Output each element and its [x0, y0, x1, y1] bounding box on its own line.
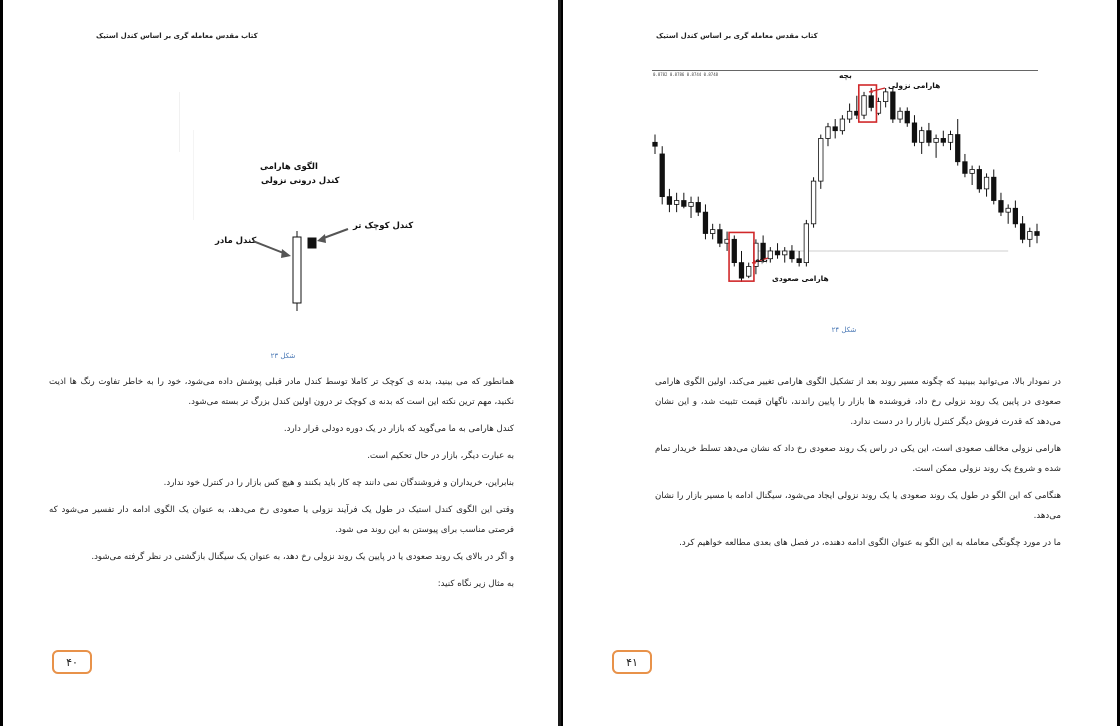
body-text	[655, 372, 1061, 560]
bearish-candle	[739, 263, 743, 279]
bullish-candle	[689, 202, 693, 206]
bullish-candle	[948, 135, 952, 143]
bullish-candle	[811, 181, 815, 224]
label-mother-candle: کندل مادر	[215, 236, 257, 246]
bearish-candle	[833, 127, 837, 131]
figure-title-inside-bearish: کندل درونی نزولی	[261, 176, 340, 186]
bullish-candle	[984, 177, 988, 189]
candlestick-chart	[563, 0, 1120, 320]
bearish-candle	[912, 123, 916, 142]
bullish-candle	[1006, 208, 1010, 212]
bearish-candle	[660, 154, 664, 197]
bearish-candle	[891, 92, 895, 119]
label-bottom-baby: بچه	[755, 255, 768, 264]
figure-title-harami: الگوی هارامی	[260, 162, 318, 172]
bearish-candle	[703, 212, 707, 233]
bullish-candle	[847, 111, 851, 119]
bullish-candle	[674, 201, 678, 205]
bullish-candle	[826, 127, 830, 139]
bearish-candle	[941, 138, 945, 142]
page-number: ۴۱	[612, 650, 652, 674]
paragraph: به عبارت دیگر، بازار در حال تحکیم است.	[367, 451, 514, 461]
paragraph: به مثال زیر نگاه کنید:	[437, 579, 514, 589]
bearish-candle	[797, 259, 801, 263]
paragraph: کندل هارامی به ما می‌گوید که بازار در یک دوره دودلی قرار دارد.	[283, 424, 514, 434]
bearish-candle	[955, 135, 959, 162]
bearish-candle	[653, 142, 657, 146]
paragraph: هنگامی که این الگو در طول یک روند صعودی یا یک روند نزولی ایجاد می‌شود، سیگنال ادامه با مسیر بازار را نشان می‌دهد.	[655, 491, 1061, 521]
label-smaller-candle: کندل کوچک تر	[353, 221, 414, 231]
figure-caption: شکل ۲۳	[270, 352, 296, 360]
bearish-candle	[718, 230, 722, 244]
paragraph: وقتی این الگوی کندل استیک در طول یک فرآیند نزولی یا صعودی رخ می‌دهد، به عنوان یک الگوی ادامه دار تفسیر می‌شود که فرصتی مناسب برای پیوستن به این روند می شود.	[49, 505, 514, 535]
figure-caption: شکل ۲۴	[831, 326, 857, 334]
bearish-candle	[1013, 208, 1017, 224]
harami-figure	[3, 0, 560, 360]
bearish-candle	[992, 177, 996, 200]
bearish-candle	[667, 197, 671, 205]
bullish-candle	[883, 92, 887, 102]
paragraph: بنابراین، خریداران و فروشندگان نمی دانند چه کار باید بکنند و هیچ کس بازار را در کنترل خود ندارد.	[163, 478, 514, 488]
bullish-candle	[819, 138, 823, 181]
bearish-candle	[1020, 224, 1024, 240]
bullish-candle	[804, 224, 808, 263]
bearish-candle	[963, 162, 967, 174]
bullish-candle	[934, 138, 938, 142]
bearish-candle	[927, 131, 931, 143]
bullish-candle	[898, 111, 902, 119]
bullish-candle	[768, 251, 772, 259]
bearish-candle	[790, 251, 794, 259]
label-bullish-harami: هارامی صعودی	[772, 274, 829, 283]
chart-price-readout: 0.8782 0.8786 0.8744 0.8748	[653, 72, 719, 77]
label-top-baby: بچه	[839, 71, 852, 80]
bearish-candle	[869, 96, 873, 108]
arrow-mother-candle	[253, 241, 286, 254]
label-bearish-harami: هارامی نزولی	[888, 81, 941, 90]
bullish-candle	[970, 169, 974, 173]
bearish-candle	[977, 169, 981, 188]
bullish-candle	[840, 119, 844, 131]
body-text	[49, 372, 514, 601]
paragraph: در نمودار بالا، می‌توانید ببینید که چگونه مسیر روند بعد از تشکیل الگوی هارامی تغییر می‌کند، اولین الگوی هارامی صعودی در پایین یک روند نزولی رخ داد، فروشنده ها بازار را پایین راندند، ناگهان قیمت تثبیت شد، و این نشان می‌دهد که قدرت فروش دیگر کنترل بازار را در دست ندارد.	[655, 377, 1061, 427]
inside-candle	[308, 238, 316, 248]
bullish-candle	[710, 230, 714, 234]
bearish-candle	[905, 111, 909, 123]
arrowhead-small-candle	[317, 234, 326, 243]
arrowhead-mother-candle	[281, 249, 291, 258]
bullish-candle	[783, 251, 787, 255]
page-header: کتاب مقدس معامله گری بر اساس کندل استیک	[96, 32, 258, 40]
mother-candle	[293, 237, 301, 303]
bearish-candle	[732, 239, 736, 262]
paragraph: همانطور که می بینید، بدنه ی کوچک تر کاملا توسط کندل مادر قبلی پوشش داده می‌شود، خود را به خاطر تفاوت رنگ ها اذیت نکنید، مهم ترین نکته این است که بدنه ی کوچک تر درون اولین کندل بزرگ تر بسته می‌شود.	[49, 377, 514, 407]
bullish-candle	[919, 131, 923, 143]
bearish-candle	[696, 202, 700, 212]
bullish-candle	[1028, 232, 1032, 240]
paragraph: و اگر در بالای یک روند صعودی یا در پایین یک روند نزولی رخ دهد، به عنوان یک سیگنال بازگشتی در نظر گرفته می‌شود.	[91, 552, 514, 562]
page-number: ۴۰	[52, 650, 92, 674]
right-page	[561, 0, 1120, 726]
bearish-candle	[999, 201, 1003, 213]
paragraph: ما در مورد چگونگی معامله به این الگو به عنوان الگوی ادامه دهنده، در فصل های بعدی مطالعه خواهیم کرد.	[679, 538, 1061, 548]
paragraph: هارامی نزولی مخالف صعودی است، این یکی در راس یک روند صعودی رخ داد که نشان می‌دهد تسلط خریدار تمام شده و شروع یک روند نزولی ممکن است.	[655, 444, 1061, 474]
bearish-candle	[775, 251, 779, 255]
harami-diagram	[3, 0, 560, 360]
bullish-candle	[746, 266, 750, 276]
page-header: کتاب مقدس معامله گری بر اساس کندل استیک	[656, 32, 818, 40]
bearish-candle	[682, 201, 686, 207]
bullish-candle	[862, 96, 866, 115]
bearish-candle	[1035, 232, 1039, 236]
